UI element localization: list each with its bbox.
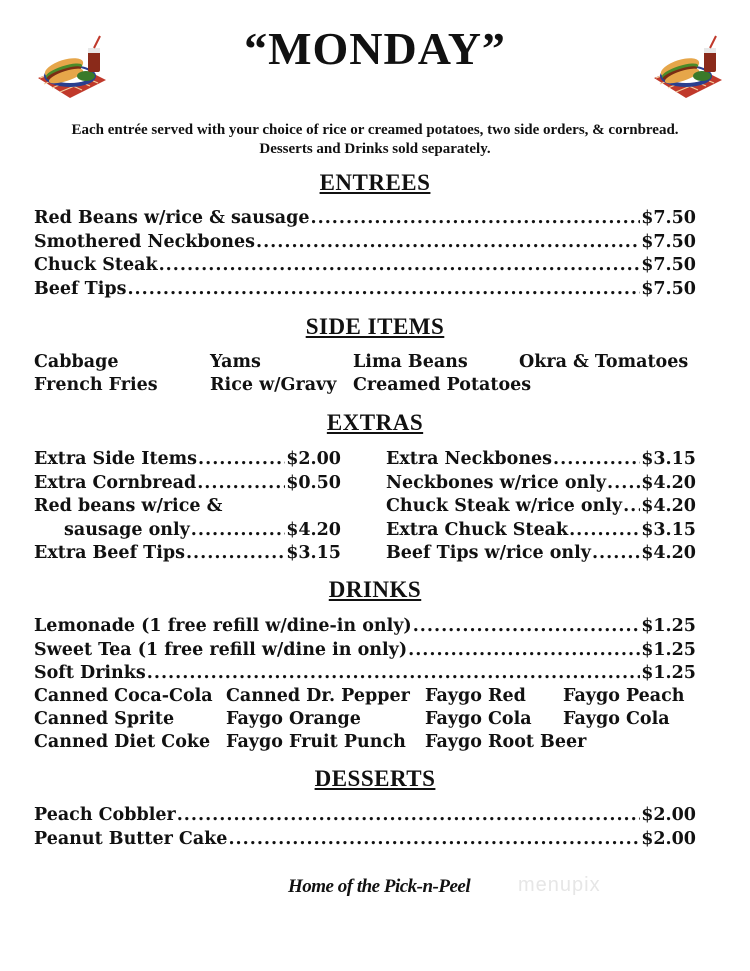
- dot-leader: [553, 448, 640, 472]
- menu-item: [34, 472, 341, 496]
- item-name: Sweet Tea (1 free refill w/dine in only): [34, 639, 408, 660]
- menu-item: [34, 542, 341, 566]
- extras-left-list: [34, 448, 341, 566]
- side-items-grid: [34, 351, 714, 399]
- item-price: $3.15: [641, 449, 696, 469]
- item-name: Extra Neckbones: [386, 449, 553, 469]
- item-price: $4.20: [286, 519, 341, 540]
- item-name: Extra Beef Tips: [34, 543, 185, 564]
- soda-item: Faygo Root Beer: [425, 732, 587, 752]
- item-name: Peanut Butter Cake: [34, 828, 228, 849]
- dot-leader: [228, 828, 640, 852]
- item-name: Peach Cobbler: [34, 805, 176, 825]
- sodas-grid: [34, 685, 714, 755]
- dot-leader: [408, 639, 640, 663]
- menu-item: [34, 231, 696, 255]
- soda-item: Canned Dr. Pepper: [226, 686, 410, 706]
- menu-item: [34, 615, 696, 639]
- dot-leader: [159, 254, 641, 278]
- item-price: $3.15: [641, 519, 696, 540]
- entrees-list: [34, 207, 696, 301]
- dot-leader: [197, 472, 285, 496]
- section-heading-side-items: SIDE ITEMS: [305, 314, 445, 339]
- menu-item: [34, 828, 696, 852]
- item-price: $3.15: [286, 543, 341, 564]
- side-item: French Fries: [34, 375, 158, 395]
- item-price: $7.50: [641, 208, 696, 228]
- desserts-list: [34, 804, 696, 851]
- item-price: $0.50: [286, 472, 341, 493]
- side-item: Rice w/Gravy: [210, 375, 337, 395]
- soda-item: Canned Sprite: [34, 709, 175, 729]
- dot-leader: [127, 278, 640, 302]
- side-item: Okra & Tomatoes: [519, 352, 689, 372]
- drinks-list: [34, 615, 696, 686]
- menu-item: [386, 472, 696, 496]
- soda-item: Canned Diet Coke: [34, 732, 211, 752]
- dot-leader: [177, 804, 640, 828]
- item-name: Soft Drinks: [34, 663, 146, 684]
- item-name: Red Beans w/rice & sausage: [34, 208, 310, 228]
- intro-line: Each entrée served with your choice of rice or creamed potatoes, two side orders, & cornbread.: [71, 122, 679, 138]
- footer-slogan: Home of the Pick-n-Peel: [288, 876, 471, 897]
- side-item: Lima Beans: [353, 352, 468, 372]
- menu-item: [34, 519, 341, 543]
- soda-item: Faygo Fruit Punch: [226, 732, 406, 752]
- dot-leader: [256, 231, 640, 255]
- side-item: Yams: [210, 352, 261, 372]
- soda-item: Faygo Orange: [226, 709, 361, 729]
- menu-item: [386, 542, 696, 566]
- menu-item: [34, 254, 696, 278]
- menu-item: [34, 278, 696, 302]
- item-name: Extra Chuck Steak: [386, 519, 569, 540]
- section-heading-desserts: DESSERTS: [314, 766, 436, 791]
- soda-item: Canned Coca-Cola: [34, 686, 213, 706]
- dot-leader: [569, 519, 640, 543]
- item-price: $2.00: [641, 828, 696, 849]
- dot-leader: [311, 207, 641, 231]
- item-name: Neckbones w/rice only: [386, 472, 607, 493]
- item-name: Lemonade (1 free refill w/dine-in only): [34, 616, 412, 636]
- item-price: $4.20: [641, 472, 696, 493]
- dot-leader: [186, 542, 285, 566]
- item-price: $4.20: [641, 543, 696, 564]
- dot-leader: [198, 448, 285, 472]
- item-name: Chuck Steak w/rice only: [386, 496, 623, 517]
- side-item: Cabbage: [34, 352, 119, 372]
- item-name: Beef Tips w/rice only: [386, 543, 591, 564]
- item-price: $7.50: [641, 278, 696, 299]
- item-name: sausage only: [64, 519, 190, 540]
- page-title: “MONDAY”: [244, 23, 506, 74]
- item-name: Chuck Steak: [34, 255, 158, 276]
- menu-item: [34, 804, 696, 828]
- soda-item: Faygo Cola: [425, 709, 532, 729]
- soda-item: Faygo Peach: [563, 686, 685, 706]
- item-price: $7.50: [641, 231, 696, 252]
- item-price: $4.20: [641, 496, 696, 517]
- section-heading-extras: EXTRAS: [326, 410, 424, 435]
- dot-leader: [413, 615, 640, 639]
- item-price: $7.50: [641, 255, 696, 276]
- item-name: Smothered Neckbones: [34, 231, 255, 252]
- intro-note: [0, 121, 750, 159]
- item-price: $1.25: [641, 663, 696, 684]
- item-price: $1.25: [641, 616, 696, 636]
- item-name: Extra Cornbread: [34, 472, 197, 493]
- menu-item: [34, 639, 696, 663]
- menu-item: [386, 495, 696, 519]
- menu-item: [386, 448, 696, 472]
- dot-leader: [147, 662, 640, 686]
- item-price: $2.00: [641, 805, 696, 825]
- menu-item: [34, 495, 341, 519]
- menu-item: [34, 662, 696, 686]
- item-price: $2.00: [286, 449, 341, 469]
- item-name: Red beans w/rice &: [34, 496, 223, 517]
- extras-right-list: [386, 448, 696, 566]
- dot-leader: [623, 495, 640, 519]
- soda-item: Faygo Red: [425, 686, 526, 706]
- menu-item: [386, 519, 696, 543]
- soda-item: Faygo Cola: [563, 709, 670, 729]
- menu-item: [34, 207, 696, 231]
- dot-leader: [592, 542, 640, 566]
- menu-item: [34, 448, 341, 472]
- item-name: Extra Side Items: [34, 449, 198, 469]
- section-heading-drinks: DRINKS: [328, 577, 422, 602]
- intro-line: Desserts and Drinks sold separately.: [259, 141, 491, 157]
- dot-leader: [191, 519, 285, 543]
- item-name: Beef Tips: [34, 278, 127, 299]
- side-item: Creamed Potatoes: [353, 375, 532, 395]
- item-price: $1.25: [641, 639, 696, 660]
- section-heading-entrees: ENTREES: [319, 170, 431, 195]
- watermark: menupix: [518, 874, 601, 896]
- dot-leader: [607, 472, 640, 496]
